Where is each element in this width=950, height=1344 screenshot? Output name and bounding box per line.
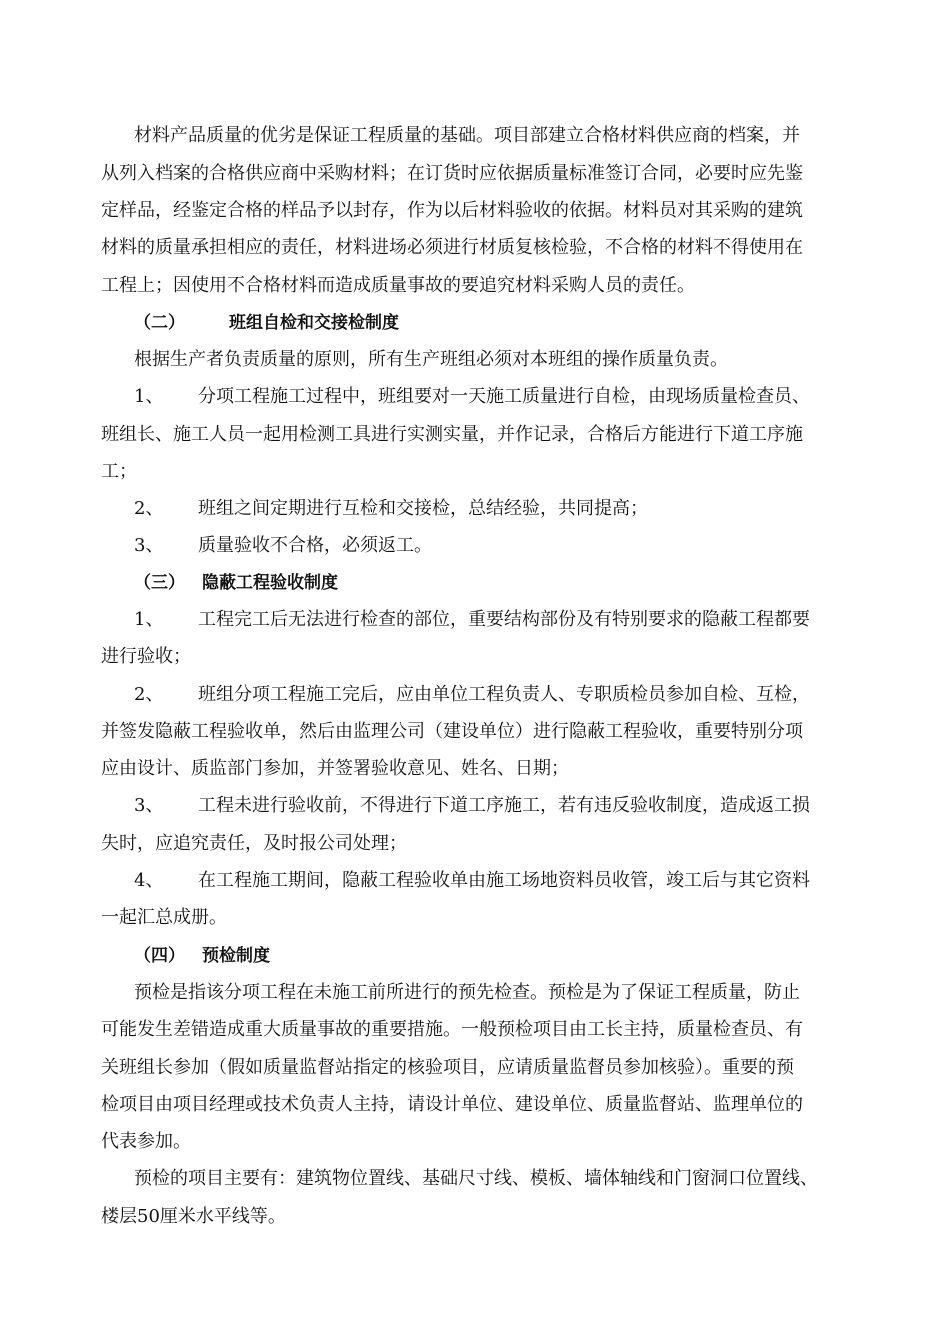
list-item-line: 进行验收； — [101, 646, 191, 667]
list-number: 2、 — [134, 498, 164, 519]
section-number: （二） — [134, 313, 185, 333]
list-number: 1、 — [134, 609, 164, 630]
list-number: 2、 — [134, 684, 164, 705]
list-item-line: 工程完工后无法进行检查的部位，重要结构部份及有特别要求的隐蔽工程都要 — [198, 609, 810, 630]
paragraph-line: 预检是指该分项工程在未施工前所进行的预先检查。预检是为了保证工程质量，防止 — [134, 982, 800, 1003]
paragraph-line: 工程上；因使用不合格材料而造成质量事故的要追究材料采购人员的责任。 — [101, 275, 695, 296]
list-item-line: 班组分项工程施工完后，应由单位工程负责人、专职质检员参加自检、互检， — [198, 684, 810, 705]
paragraph-line: 楼层50厘米水平线等。 — [101, 1206, 286, 1227]
list-item-line: 班组长、施工人员一起用检测工具进行实测实量，并作记录，合格后方能进行下道工序施 — [101, 424, 803, 445]
paragraph-line: 材料产品质量的优劣是保证工程质量的基础。项目部建立合格材料供应商的档案，并 — [134, 125, 800, 146]
list-item-line: 并签发隐蔽工程验收单，然后由监理公司（建设单位）进行隐蔽工程验收，重要特别分项 — [101, 721, 803, 742]
list-number: 1、 — [134, 386, 164, 407]
section-heading: 班组自检和交接检制度 — [229, 313, 399, 333]
section-heading: 预检制度 — [202, 946, 270, 966]
list-number: 4、 — [134, 870, 164, 891]
list-item-line: 失时，应追究责任，及时报公司处理； — [101, 833, 407, 854]
paragraph-line: 定样品，经鉴定合格的样品予以封存，作为以后材料验收的依据。材料员对其采购的建筑 — [101, 200, 803, 221]
paragraph-line: 从列入档案的合格供应商中采购材料；在订货时应依据质量标准签订合同，必要时应先鉴 — [101, 163, 803, 184]
section-number: （四） — [134, 946, 185, 966]
paragraph-line: 代表参加。 — [101, 1131, 191, 1152]
paragraph-line: 预检的项目主要有：建筑物位置线、基础尺寸线、模板、墙体轴线和门窗洞口位置线、 — [134, 1168, 818, 1189]
paragraph-line: 可能发生差错造成重大质量事故的重要措施。一般预检项目由工长主持，质量检查员、有 — [101, 1019, 803, 1040]
section-heading: 隐蔽工程验收制度 — [202, 573, 338, 593]
list-item-line: 在工程施工期间，隐蔽工程验收单由施工场地资料员收管，竣工后与其它资料 — [198, 870, 810, 891]
list-item-line: 质量验收不合格，必须返工。 — [198, 535, 432, 556]
paragraph-line: 根据生产者负责质量的原则，所有生产班组必须对本班组的操作质量负责。 — [134, 349, 728, 370]
list-item-line: 工程未进行验收前，不得进行下道工序施工，若有违反验收制度，造成返工损 — [198, 795, 810, 816]
list-item-line: 一起汇总成册。 — [101, 907, 227, 928]
list-item-line: 班组之间定期进行互检和交接检，总结经验，共同提高； — [198, 498, 648, 519]
list-item-line: 分项工程施工过程中，班组要对一天施工质量进行自检，由现场质量检查员、 — [198, 386, 810, 407]
paragraph-line: 检项目由项目经理或技术负责人主持，请设计单位、建设单位、质量监督站、监理单位的 — [101, 1094, 803, 1115]
paragraph-line: 关班组长参加（假如质量监督站指定的核验项目，应请质量监督员参加核验）。重要的预 — [101, 1057, 794, 1078]
list-item-line: 工； — [101, 461, 137, 482]
list-number: 3、 — [134, 795, 164, 816]
list-number: 3、 — [134, 535, 164, 556]
list-item-line: 应由设计、质监部门参加，并签署验收意见、姓名、日期； — [101, 758, 569, 779]
paragraph-line: 材料的质量承担相应的责任，材料进场必须进行材质复核检验，不合格的材料不得使用在 — [101, 237, 803, 258]
section-number: （三） — [134, 573, 185, 593]
